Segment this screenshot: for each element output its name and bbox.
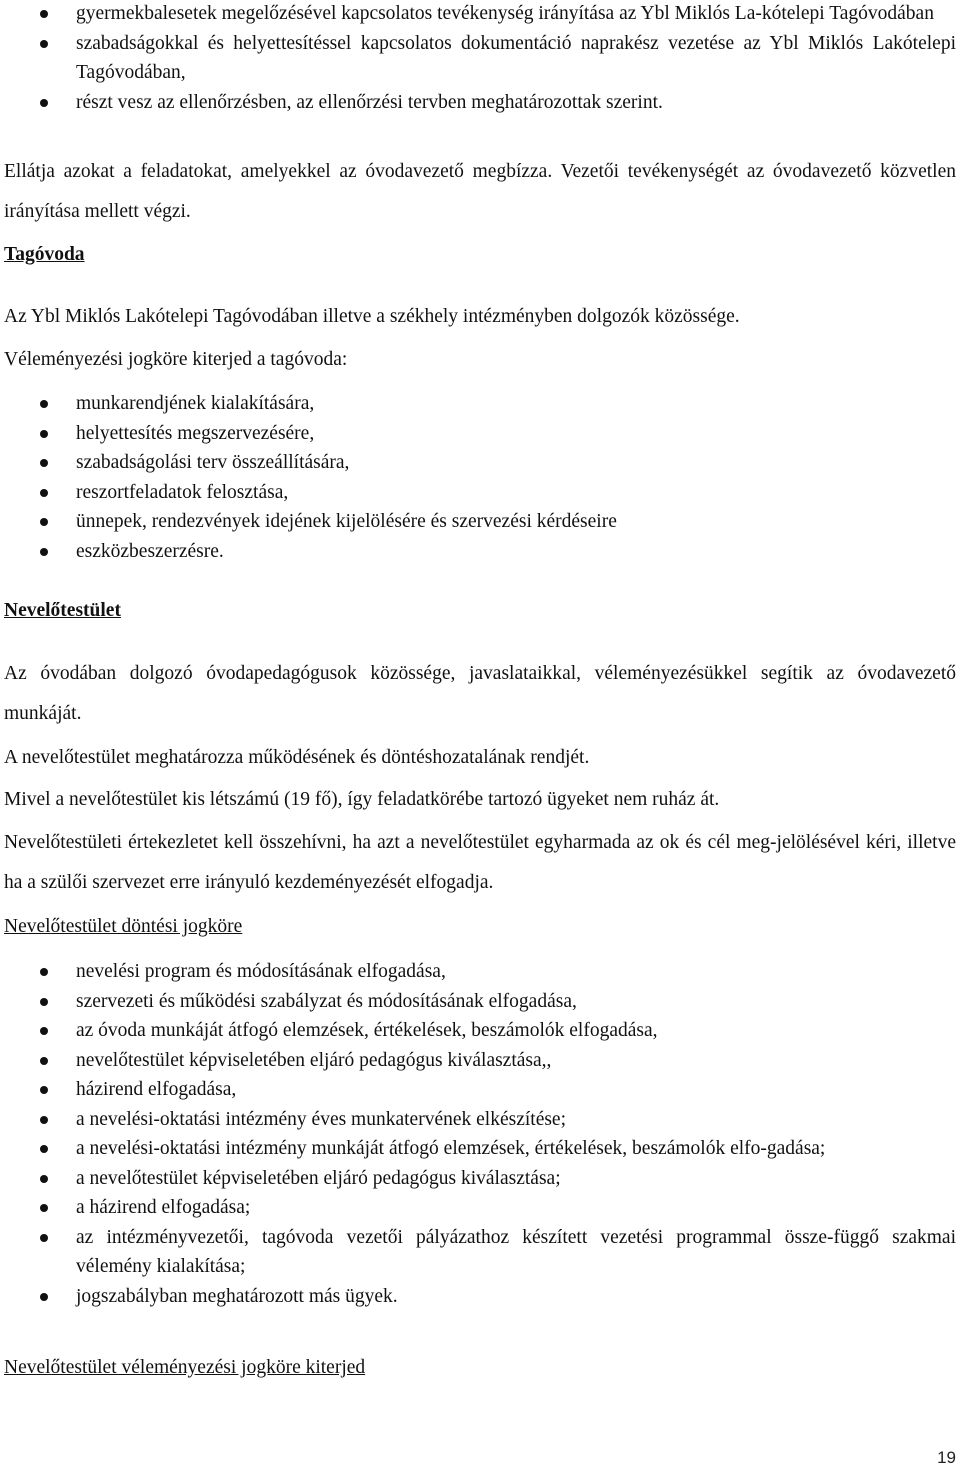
list-item: a nevelőtestület képviseletében eljáró pedagógus kiválasztása;	[0, 1164, 960, 1194]
paragraph-nevelotestulet-2: A nevelőtestület meghatározza működésének és döntéshozatalának rendjét.	[4, 747, 590, 768]
top-bullet-list	[0, 0, 960, 117]
paragraph-tagovoda: Az Ybl Miklós Lakótelepi Tagóvodában illetve a székhely intézményben dolgozók közössége.	[4, 306, 740, 327]
tagovoda-bullet-list	[0, 389, 960, 566]
list-item: helyettesítés megszervezésére,	[0, 419, 960, 449]
list-item: a házirend elfogadása;	[0, 1193, 960, 1223]
paragraph-nevelotestulet-3: Mivel a nevelőtestület kis létszámú (19 fő), így feladatkörébe tartozó ügyeket nem ruház át.	[4, 789, 720, 810]
paragraph-nevelotestulet-4: Nevelőtestületi értekezletet kell összehívni, ha azt a nevelőtestület egyharmada az ok és cél meg-jelölésével kéri, illetve ha a szülői szervezet erre irányuló kezdeményezését elfogadja.	[4, 832, 956, 893]
list-item: jogszabályban meghatározott más ügyek.	[0, 1282, 960, 1312]
page-number: 19	[937, 1448, 956, 1467]
list-item: eszközbeszerzésre.	[0, 537, 960, 567]
list-item: részt vesz az ellenőrzésben, az ellenőrzési tervben meghatározottak szerint.	[0, 88, 960, 118]
list-item: szabadságolási terv összeállítására,	[0, 448, 960, 478]
dontesi-bullet-list	[0, 957, 960, 1311]
list-item: szabadságokkal és helyettesítéssel kapcsolatos dokumentáció naprakész vezetése az Ybl Miklós Lakótelepi Tagóvodában,	[0, 29, 960, 88]
list-item: az intézményvezetői, tagóvoda vezetői pályázathoz készített vezetési programmal össze-függő szakmai vélemény kialakítása;	[0, 1223, 960, 1282]
list-item: nevelőtestület képviseletében eljáró pedagógus kiválasztása,,	[0, 1046, 960, 1076]
list-item: szervezeti és működési szabályzat és módosításának elfogadása,	[0, 987, 960, 1017]
section-heading-velemenyezesi-jogkore: Nevelőtestület véleményezési jogköre kiterjed	[4, 1357, 366, 1378]
list-item: munkarendjének kialakítására,	[0, 389, 960, 419]
list-item: gyermekbalesetek megelőzésével kapcsolatos tevékenység irányítása az Ybl Miklós La-kótelepi Tagóvodában	[0, 0, 960, 29]
list-item: az óvoda munkáját átfogó elemzések, értékelések, beszámolók elfogadása,	[0, 1016, 960, 1046]
paragraph-velemenyezesi: Véleményezési jogköre kiterjed a tagóvoda:	[4, 349, 348, 370]
list-item: nevelési program és módosításának elfogadása,	[0, 957, 960, 987]
paragraph-nevelotestulet-1: Az óvodában dolgozó óvodapedagógusok közössége, javaslataikkal, véleményezésükkel segítik az óvodavezető munkáját.	[4, 663, 956, 724]
list-item: a nevelési-oktatási intézmény éves munkatervének elkészítése;	[0, 1105, 960, 1135]
section-heading-dontesi-jogkore: Nevelőtestület döntési jogköre	[4, 916, 243, 937]
list-item: reszortfeladatok felosztása,	[0, 478, 960, 508]
list-item: a nevelési-oktatási intézmény munkáját átfogó elemzések, értékelések, beszámolók elfo-gadása;	[0, 1134, 960, 1164]
list-item: ünnepek, rendezvények idejének kijelölésére és szervezési kérdéseire	[0, 507, 960, 537]
list-item: házirend elfogadása,	[0, 1075, 960, 1105]
paragraph-ellatja: Ellátja azokat a feladatokat, amelyekkel az óvodavezető megbízza. Vezetői tevékenységét az óvodavezető közvetlen irányítása mellett végzi.	[4, 161, 956, 222]
section-heading-nevelotestulet: Nevelőtestület	[4, 600, 121, 621]
section-heading-tagovoda: Tagóvoda	[4, 244, 85, 265]
